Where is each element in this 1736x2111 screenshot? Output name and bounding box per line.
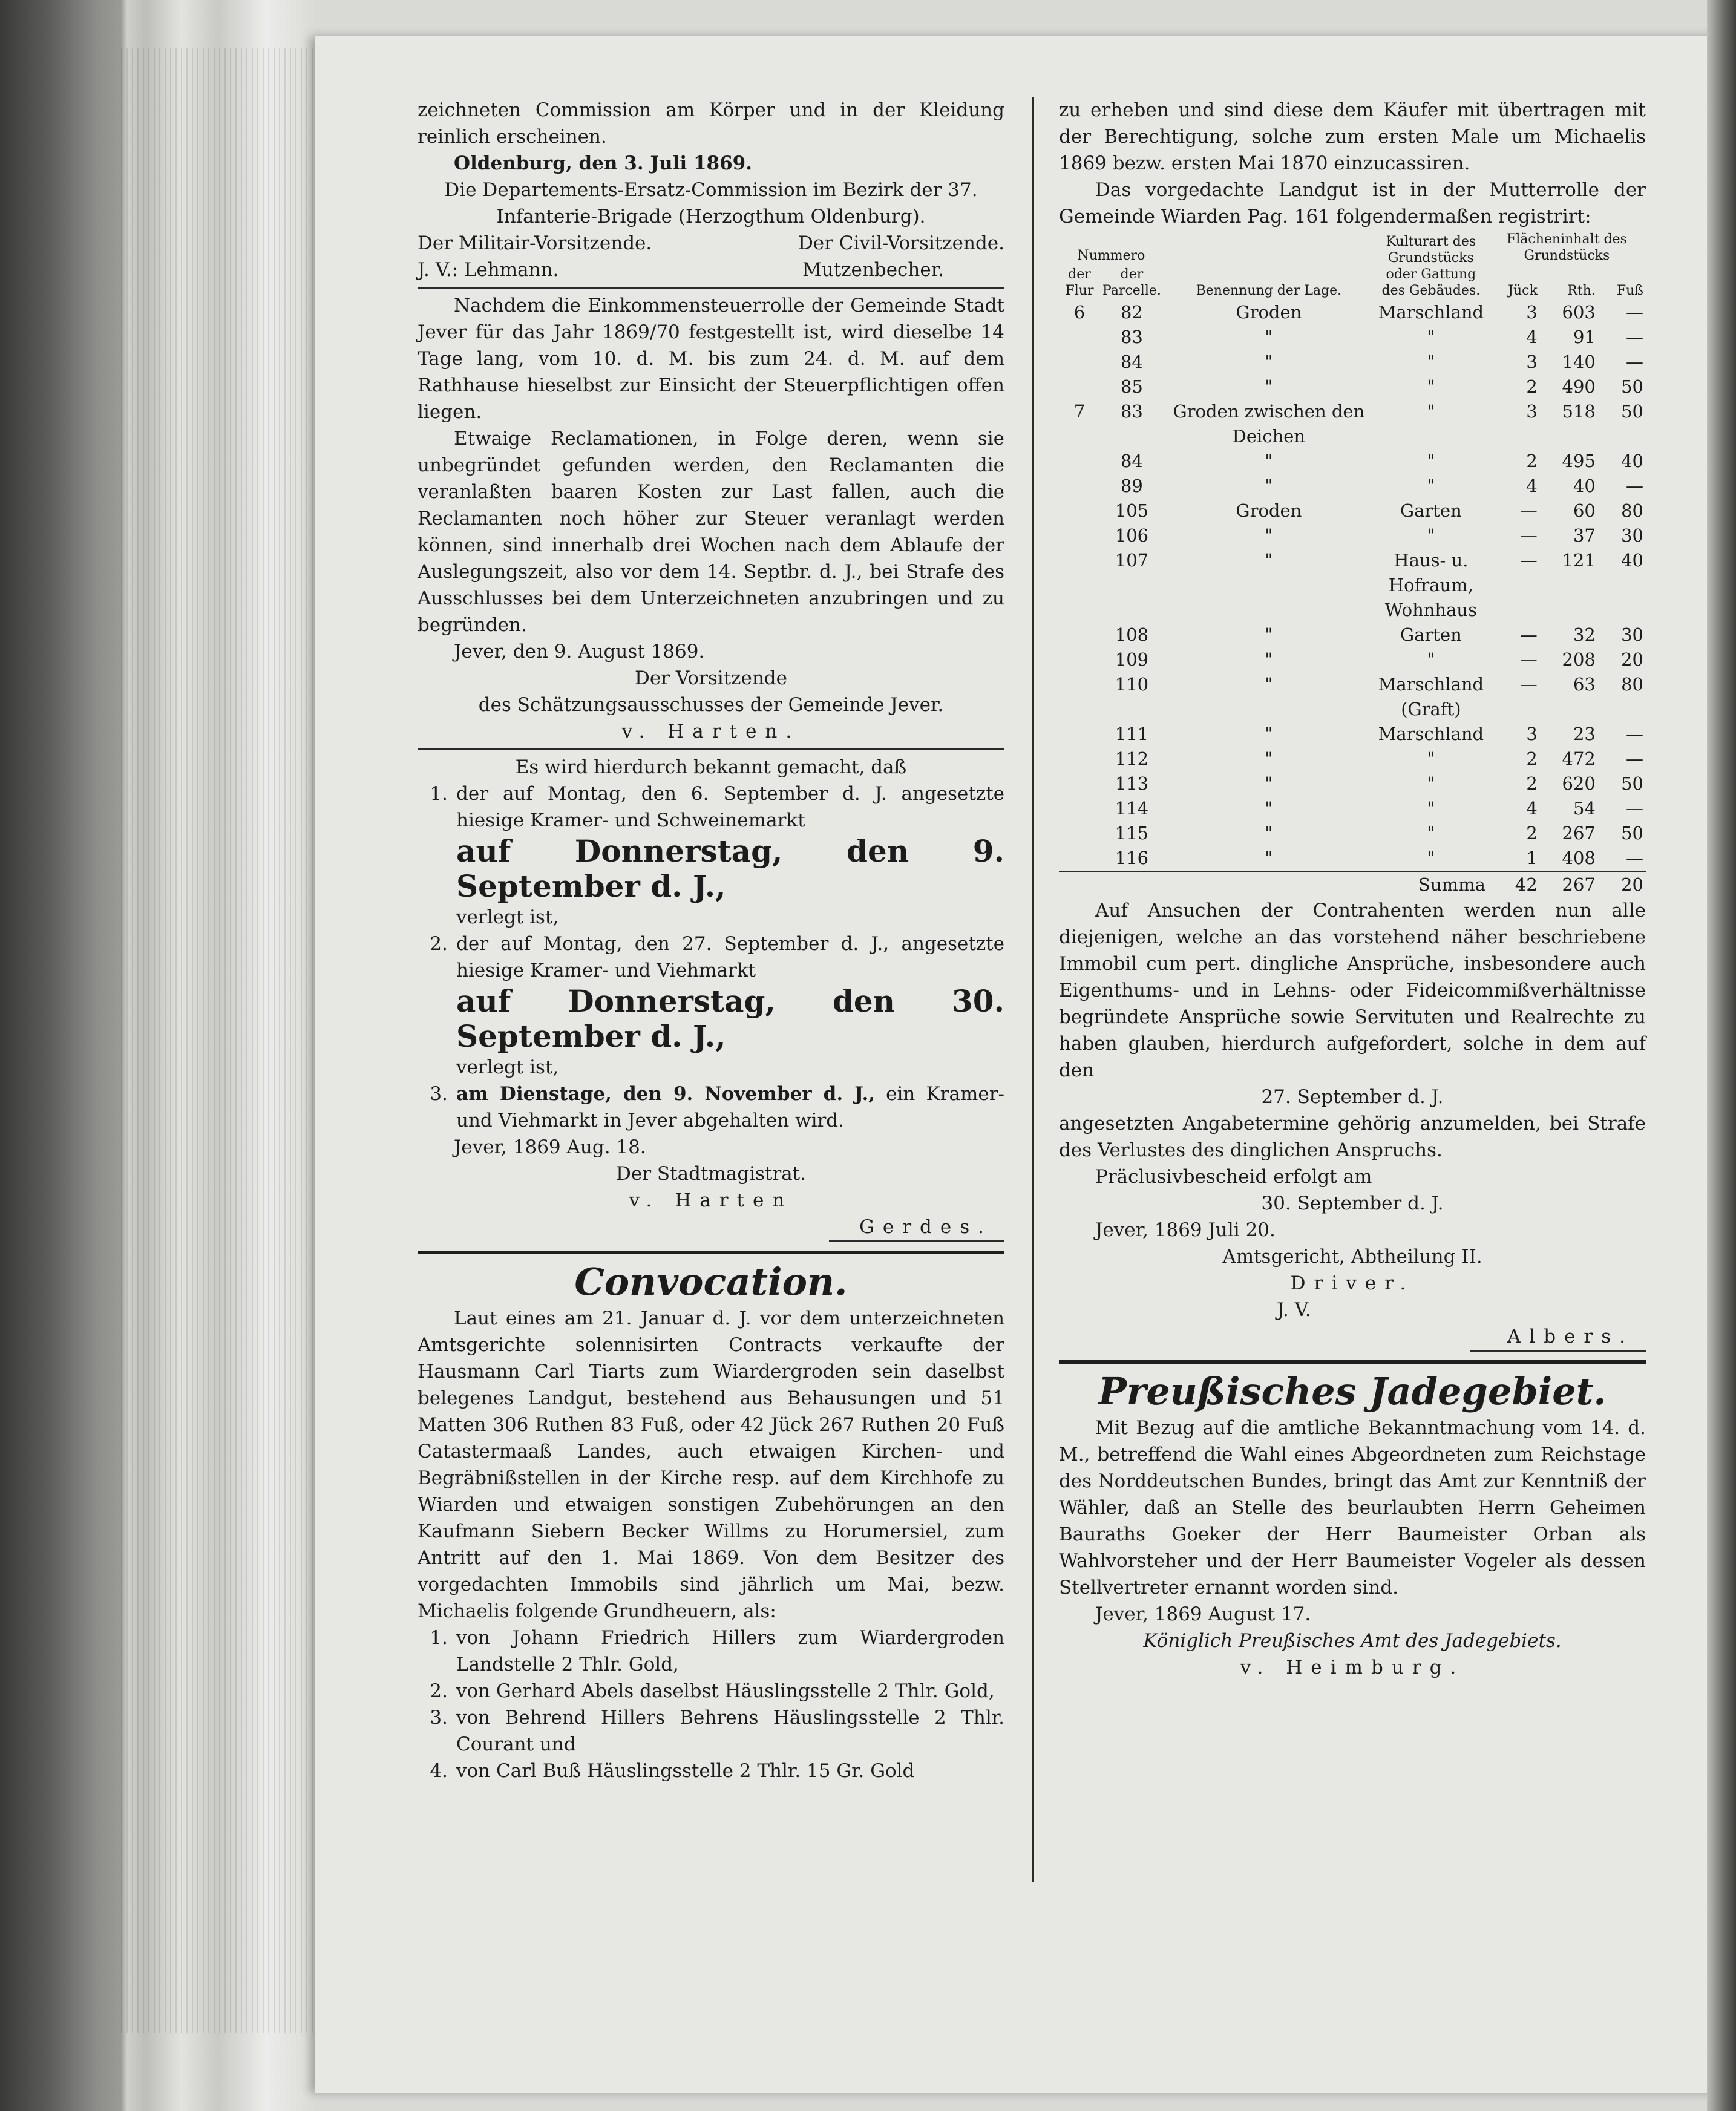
notice-separator (418, 287, 1004, 289)
notice-date: Jever, 1869 Aug. 18. (454, 1136, 646, 1158)
cell-kultur: " (1427, 798, 1435, 819)
signature-title: Der Civil-Vorsitzende. (798, 232, 1004, 254)
cell-jueck: — (1519, 525, 1538, 546)
notice-paragraph: Laut eines am 21. Januar d. J. vor dem unterzeichneten Amtsgerichte solennisirten Contracts verkaufte der Hausmann Carl Tiarts zum Wiardergroden sein daselbst belegenes Landgut, bestehend aus Behausungen und 51 Matten 306 Ruthen 83 Fuß, oder 42 Jück 267 Ruthen 20 Fuß Catastermaaß Landes, auch etwaigen Kirchen- und Begräbnißstellen in der Kirche resp. auf dem Kirchhofe zu Wiarden und etwaigen sonstigen Zubehörungen an den Kaufmann Siebern Becker Willms zu Horumersiel, zum Antritt auf den 1. Mai 1869. Von dem Besitzer des vorgedachten Immobils sind jährlich um Mai, bezw. Michaelis folgende Grundheuern, als: (418, 1308, 1004, 1622)
printer-name: Gerdes. (829, 1214, 1004, 1242)
cell-kultur: " (1427, 352, 1435, 372)
list-item (418, 1625, 1004, 1678)
cell-rth: 37 (1573, 525, 1596, 546)
cell-fuss: — (1626, 798, 1643, 819)
item-number: 1. (430, 1627, 448, 1649)
cell-lage: " (1265, 848, 1273, 868)
table-row (1059, 722, 1646, 747)
item-text: von Carl Buß Häuslingsstelle 2 Thlr. 15 Gr. Gold (456, 1760, 915, 1782)
cell-parc: 109 (1115, 649, 1149, 670)
notice-markets (418, 754, 1004, 1242)
cell-flur (1059, 796, 1100, 821)
cell-fuss: — (1626, 352, 1643, 372)
notice-jadegebiet (1059, 1369, 1646, 1681)
cell-kultur: " (1427, 823, 1435, 843)
table-row (1059, 771, 1646, 796)
cell-kultur: " (1427, 649, 1435, 670)
signature-name: v. Heimburg. (1240, 1657, 1465, 1678)
cell-rth: 495 (1562, 451, 1596, 471)
item-number: 1. (430, 783, 448, 805)
cell-jueck: 2 (1526, 748, 1538, 769)
cell-kultur: " (1427, 476, 1435, 496)
cell-flur (1059, 325, 1100, 350)
cell-fuss: 50 (1621, 823, 1643, 843)
cell-flur (1059, 350, 1100, 375)
cell-lage: " (1265, 476, 1273, 496)
notice-issuer: Die Departements-Ersatz-Commission im Bezirk der 37. Infanterie-Brigade (Herzogthum Oldenburg). (444, 179, 978, 227)
cell-fuss: 40 (1621, 451, 1643, 471)
table-header-jueck: Jück (1508, 283, 1538, 298)
cell-fuss: — (1626, 302, 1643, 322)
list-item (418, 781, 1004, 931)
cell-flur (1059, 821, 1100, 846)
signature-title: des Schätzungsausschusses der Gemeinde Jever. (478, 694, 944, 716)
notice-paragraph: zu erheben und sind diese dem Käufer mit übertragen mit der Berechtigung, solche zum ersten Male um Michaelis 1869 bezw. ersten Mai 1870 einzucassiren. (1059, 99, 1646, 174)
cell-kultur: " (1427, 451, 1435, 471)
item-text: von Gerhard Abels daselbst Häuslingsstelle 2 Thlr. Gold, (456, 1680, 995, 1702)
cell-parc: 84 (1120, 451, 1143, 471)
cell-fuss: 20 (1621, 649, 1643, 670)
table-row (1059, 300, 1646, 325)
cell-lage: " (1265, 649, 1273, 670)
notice-paragraph: Auf Ansuchen der Contrahenten werden nun alle diejenigen, welche an das vorstehend näher beschriebene Immobil cum pert. dingliche Ansprüche, insbesondere auch Eigenthums- und in Lehns- oder Fideicommißverhältnisse begründete Ansprüche sowie Servituten und Realrechte zu haben glauben, hierdurch aufgefordert, solche in dem auf den (1059, 900, 1646, 1081)
cell-fuss: 50 (1621, 773, 1643, 794)
list-item (418, 1678, 1004, 1704)
cell-flur (1059, 647, 1100, 672)
item-text: ein Kramer- und Viehmarkt in Jever abgehalten wird. (456, 1083, 1005, 1131)
parcel-table-body (1059, 300, 1646, 872)
signature-name: Mutzenbecher. (802, 259, 944, 281)
cell-kultur: " (1427, 327, 1435, 347)
sum-jueck: 42 (1488, 872, 1540, 898)
cell-parc: 115 (1115, 823, 1149, 843)
table-header-flaeche: Flächeninhalt des Grundstücks (1507, 232, 1627, 263)
item-emphasis: auf Donnerstag, den 30. September d. J., (456, 983, 1004, 1054)
signature-row (418, 257, 1004, 283)
cell-rth: 490 (1562, 376, 1596, 397)
cell-fuss: 30 (1621, 525, 1643, 546)
cell-rth: 208 (1562, 649, 1596, 670)
cell-lage: " (1265, 674, 1273, 695)
table-row (1059, 399, 1646, 449)
signature-name: J. V. (1277, 1299, 1311, 1321)
table-row (1059, 672, 1646, 722)
cell-parc: 82 (1120, 302, 1143, 322)
cell-flur (1059, 747, 1100, 771)
cell-parc: 83 (1120, 327, 1143, 347)
cell-rth: 140 (1562, 352, 1596, 372)
cell-jueck: 2 (1526, 376, 1538, 397)
notice-paragraph: Präclusivbescheid erfolgt am (1095, 1166, 1372, 1188)
cell-fuss: 50 (1621, 376, 1643, 397)
item-text: der auf Montag, den 6. September d. J. angesetzte hiesige Kramer- und Schweinemarkt (456, 783, 1004, 831)
cell-rth: 603 (1562, 302, 1596, 322)
item-number: 2. (430, 933, 448, 955)
cell-lage: Groden zwischen den Deichen (1173, 401, 1365, 447)
signature-name: v. Harten. (621, 721, 801, 742)
cell-flur (1059, 449, 1100, 474)
cell-kultur: " (1427, 748, 1435, 769)
cell-lage: " (1265, 327, 1273, 347)
item-number: 3. (430, 1707, 448, 1729)
cell-jueck: 3 (1526, 302, 1538, 322)
cell-lage: Groden (1236, 302, 1302, 322)
cell-fuss: 80 (1621, 500, 1643, 521)
printer-name: Albers. (1470, 1323, 1646, 1352)
cell-lage: " (1265, 624, 1273, 645)
table-row (1059, 548, 1646, 623)
cell-rth: 63 (1573, 674, 1596, 695)
list-item (418, 931, 1004, 1081)
cell-parc: 113 (1115, 773, 1149, 794)
list-item (418, 1081, 1004, 1134)
notice-paragraph: Nachdem die Einkommensteuerrolle der Gemeinde Stadt Jever für das Jahr 1869/70 festgestellt ist, wird dieselbe 14 Tage lang, vom 10. d. M. bis zum 24. d. M. auf dem Rathhause hieselbst zur Einsicht der Steuerpflichtigen offen liegen. (418, 295, 1004, 423)
table-row (1059, 846, 1646, 872)
cell-fuss: 30 (1621, 624, 1643, 645)
cell-parc: 116 (1115, 848, 1149, 868)
sum-rth: 267 (1540, 872, 1598, 898)
table-row (1059, 647, 1646, 672)
cell-lage: " (1265, 352, 1273, 372)
cell-flur (1059, 499, 1100, 523)
table-row (1059, 375, 1646, 399)
cell-flur (1059, 672, 1100, 722)
notice-date: Jever, 1869 August 17. (1095, 1603, 1311, 1625)
signature-row (418, 230, 1004, 257)
cell-flur (1059, 722, 1100, 747)
notice-intro: Es wird hierdurch bekannt gemacht, daß (515, 756, 907, 778)
cell-rth: 518 (1562, 401, 1596, 422)
item-number: 3. (430, 1083, 448, 1105)
section-separator (418, 1251, 1004, 1254)
table-row (1059, 499, 1646, 523)
cell-parc: 108 (1115, 624, 1149, 645)
cell-flur (1059, 523, 1100, 548)
cell-flur (1059, 623, 1100, 647)
table-row (1059, 474, 1646, 499)
notice-separator (418, 748, 1004, 750)
cell-rth: 408 (1562, 848, 1596, 868)
cell-parc: 84 (1120, 352, 1143, 372)
cell-parc: 85 (1120, 376, 1143, 397)
sum-fuss: 20 (1598, 872, 1646, 898)
table-header-nummero: Nummero (1077, 248, 1145, 263)
notice-date: Oldenburg, den 3. Juli 1869. (454, 152, 753, 174)
cell-jueck: 3 (1526, 352, 1538, 372)
table-header-flur: der Flur (1065, 267, 1094, 298)
notice-date: 30. September d. J. (1261, 1193, 1444, 1214)
item-number: 4. (430, 1760, 448, 1782)
cell-lage: " (1265, 748, 1273, 769)
cell-parc: 83 (1120, 401, 1143, 422)
cell-lage: " (1265, 376, 1273, 397)
cell-lage: " (1265, 550, 1273, 571)
cell-fuss: 40 (1621, 550, 1643, 571)
cell-flur (1059, 771, 1100, 796)
cell-kultur: Garten (1400, 500, 1462, 521)
item-number: 2. (430, 1680, 448, 1702)
cell-rth: 54 (1573, 798, 1596, 819)
book-right-edge (1707, 0, 1736, 2111)
cell-jueck: — (1519, 649, 1538, 670)
cell-flur (1059, 846, 1100, 872)
table-header-kultur: Kulturart des Grundstücks oder Gattung des Gebäudes. (1381, 234, 1481, 298)
cell-kultur: " (1427, 401, 1435, 422)
cell-rth: 23 (1573, 724, 1596, 744)
cell-flur (1059, 375, 1100, 399)
cell-jueck: — (1519, 674, 1538, 695)
table-row (1059, 523, 1646, 548)
notice-commission (418, 97, 1004, 283)
cell-lage: Groden (1236, 500, 1302, 521)
section-title: Convocation. (574, 1260, 848, 1304)
left-column (418, 97, 1004, 1784)
notice-date: Jever, den 9. August 1869. (454, 641, 705, 663)
table-row (1059, 350, 1646, 375)
cell-jueck: 4 (1526, 798, 1538, 819)
page-edges-stack (121, 48, 315, 2033)
section-separator (1059, 1360, 1646, 1364)
notice-paragraph: Etwaige Reclamationen, in Folge deren, wenn sie unbegründet gefunden werden, den Reclamanten die veranlaßten baaren Kosten zur Last fallen, auch die Reclamanten noch höher zur Steuer veranlagt werden können, sind innerhalb drei Wochen nach dem Ablaufe der Auslegungszeit, also vor dem 14. Septbr. d. J., bei Strafe des Ausschlusses bei dem Unterzeichneten anzubringen und zu begründen. (418, 428, 1004, 636)
cell-kultur: " (1427, 848, 1435, 868)
cell-kultur: Marschland (1378, 302, 1484, 322)
signature-title: Der Militair-Vorsitzende. (418, 232, 652, 254)
signature-title: Der Vorsitzende (634, 667, 787, 689)
cell-rth: 40 (1573, 476, 1596, 496)
signature-title: Der Stadtmagistrat. (616, 1163, 806, 1185)
table-row (1059, 796, 1646, 821)
cell-jueck: 3 (1526, 724, 1538, 744)
item-text: der auf Montag, den 27. September d. J., angesetzte hiesige Kramer- und Viehmarkt (456, 933, 1004, 981)
cell-parc: 107 (1115, 550, 1149, 571)
cell-fuss: — (1626, 724, 1643, 744)
cell-rth: 620 (1562, 773, 1596, 794)
cell-lage: " (1265, 451, 1273, 471)
notice-date: Jever, 1869 Juli 20. (1095, 1219, 1276, 1241)
signature-title: Amtsgericht, Abtheilung II. (1222, 1246, 1482, 1268)
cell-kultur: Marschland (1378, 724, 1484, 744)
column-divider (1032, 97, 1034, 1882)
cell-jueck: 3 (1526, 401, 1538, 422)
cell-fuss: — (1626, 748, 1643, 769)
notice-tax-roll (418, 292, 1004, 745)
cell-jueck: — (1519, 500, 1538, 521)
signature-name: J. V.: Lehmann. (418, 259, 559, 281)
cell-parc: 106 (1115, 525, 1149, 546)
cell-kultur: Marschland (Graft) (1378, 674, 1484, 719)
cell-jueck: 2 (1526, 451, 1538, 471)
cell-jueck: 4 (1526, 327, 1538, 347)
cell-kultur: Haus- u. Hofraum, Wohnhaus (1384, 550, 1477, 620)
cell-flur: 6 (1073, 302, 1086, 322)
table-header-rth: Rth. (1567, 283, 1596, 298)
item-tail: verlegt ist, (456, 1056, 559, 1078)
table-row (1059, 623, 1646, 647)
item-emphasis: auf Donnerstag, den 9. September d. J., (456, 833, 1004, 904)
signature-title: Königlich Preußisches Amt des Jadegebiets. (1143, 1630, 1562, 1652)
item-tail: verlegt ist, (456, 906, 559, 928)
cell-rth: 472 (1562, 748, 1596, 769)
table-row (1059, 325, 1646, 350)
table-row (1059, 449, 1646, 474)
notice-paragraph: Mit Bezug auf die amtliche Bekanntmachung vom 14. d. M., betreffend die Wahl eines Abgeordneten zum Reichstage des Norddeutschen Bundes, bringt das Amt zur Kenntniß der Wähler, daß an Stelle des beurlaubten Herrn Geheimen Bauraths Goeker der Herr Baumeister Orban als Wahlvorsteher und der Herr Baumeister Vogeler als dessen Stellvertreter ernannt worden sind. (1059, 1417, 1646, 1599)
cell-parc: 105 (1115, 500, 1149, 521)
cell-jueck: — (1519, 550, 1538, 571)
section-title: Preußisches Jadegebiet. (1098, 1369, 1607, 1413)
cell-lage: " (1265, 724, 1273, 744)
parcel-table (1059, 230, 1646, 897)
cell-jueck: 2 (1526, 823, 1538, 843)
cell-parc: 89 (1120, 476, 1143, 496)
cell-flur (1059, 548, 1100, 623)
cell-jueck: 1 (1526, 848, 1538, 868)
cell-rth: 91 (1573, 327, 1596, 347)
cell-parc: 110 (1115, 674, 1149, 695)
notice-convocation (418, 1259, 1004, 1784)
cell-jueck: — (1519, 624, 1538, 645)
cell-lage: " (1265, 798, 1273, 819)
item-emphasis: am Dienstage, den 9. November d. J., (456, 1083, 876, 1105)
table-row (1059, 821, 1646, 846)
right-column (1059, 97, 1646, 1681)
cell-parc: 111 (1115, 724, 1149, 744)
table-sum-row (1059, 872, 1646, 898)
cell-lage: " (1265, 773, 1273, 794)
signature-name: Driver. (1290, 1272, 1415, 1294)
cell-flur (1059, 474, 1100, 499)
signature-name: v. Harten (629, 1190, 793, 1211)
table-header-lage: Benennung der Lage. (1196, 283, 1342, 298)
cell-fuss: — (1626, 476, 1643, 496)
cell-jueck: 4 (1526, 476, 1538, 496)
table-header-parcelle: der Parcelle. (1102, 267, 1161, 298)
cell-fuss: — (1626, 848, 1643, 868)
item-text: von Behrend Hillers Behrens Häuslingsstelle 2 Thlr. Courant und (456, 1707, 1004, 1755)
cell-kultur: " (1427, 525, 1435, 546)
cell-parc: 114 (1115, 798, 1149, 819)
item-text: von Johann Friedrich Hillers zum Wiardergroden Landstelle 2 Thlr. Gold, (456, 1627, 1004, 1675)
cell-jueck: 2 (1526, 773, 1538, 794)
cell-kultur: Garten (1400, 624, 1462, 645)
cell-fuss: 80 (1621, 674, 1643, 695)
table-row (1059, 747, 1646, 771)
sum-label: Summa (1374, 872, 1488, 898)
cell-rth: 60 (1573, 500, 1596, 521)
cell-lage: " (1265, 823, 1273, 843)
cell-lage: " (1265, 525, 1273, 546)
notice-paragraph: angesetzten Angabetermine gehörig anzumelden, bei Strafe des Verlustes des dinglichen Anspruchs. (1059, 1113, 1646, 1161)
cell-fuss: 50 (1621, 401, 1643, 422)
list-item (418, 1758, 1004, 1784)
notice-text: zeichneten Commission am Körper und in der Kleidung reinlich erscheinen. (418, 99, 1004, 148)
cell-kultur: " (1427, 773, 1435, 794)
notice-date: 27. September d. J. (1261, 1086, 1444, 1108)
cell-flur: 7 (1073, 401, 1086, 422)
notice-paragraph: Das vorgedachte Landgut ist in der Mutterrolle der Gemeinde Wiarden Pag. 161 folgendermaßen registrirt: (1059, 179, 1646, 227)
cell-rth: 267 (1562, 823, 1596, 843)
cell-rth: 121 (1562, 550, 1596, 571)
cell-kultur: " (1427, 376, 1435, 397)
list-item (418, 1704, 1004, 1758)
cell-rth: 32 (1573, 624, 1596, 645)
table-header-fuss: Fuß (1616, 283, 1643, 298)
cell-fuss: — (1626, 327, 1643, 347)
cell-parc: 112 (1115, 748, 1149, 769)
